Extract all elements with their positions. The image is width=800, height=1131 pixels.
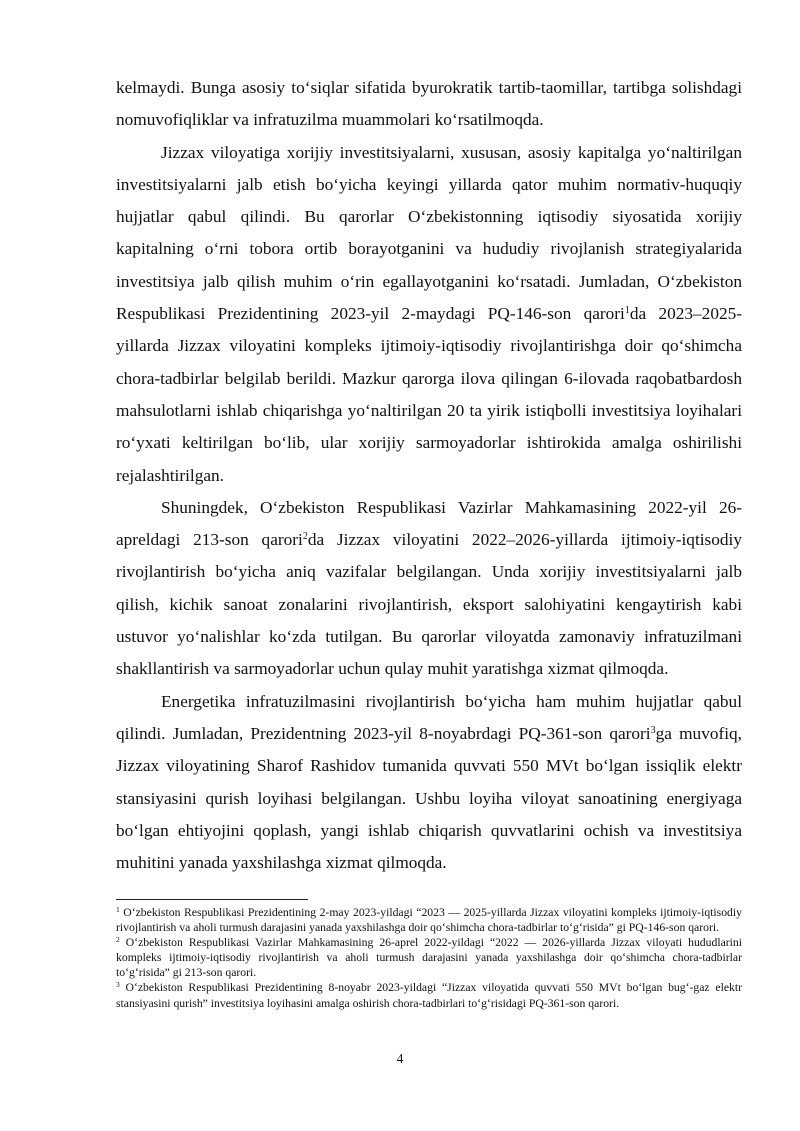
footnote-mark: 2	[116, 935, 120, 945]
footnote-text: O‘zbekiston Respublikasi Vazirlar Mahkamasining 26-aprel 2022-yildagi “2022 — 2026-yillarda Jizzax viloyati hududlarini kompleks ijtimoiy-iqtisodiy rivojlantirish va aholi turmush darajasini yanada yaxshilashga doir qo‘shimcha chora-tadbirlar to‘g‘risida” gi 213-son qarori.	[116, 936, 742, 980]
footnote-ref-2[interactable]: 2	[302, 531, 308, 543]
paragraph-4-text-a: Energetika infratuzilmasini rivojlantirish bo‘yicha ham muhim hujjatlar qabul qilindi. Jumladan, Prezidentning 2023-yil 8-noyabrdagi PQ-361-son qarori	[116, 691, 742, 743]
paragraph-4	[116, 686, 742, 880]
paragraph-3-text-a: Shuningdek, O‘zbekiston Respublikasi Vazirlar Mahkamasining 2022-yil 26-apreldagi 213-son qarori	[116, 497, 742, 550]
paragraph-2	[116, 137, 742, 492]
footnote-separator	[116, 899, 308, 900]
footnote-1	[116, 905, 742, 935]
footnote-2	[116, 935, 742, 980]
footnotes	[116, 905, 742, 1011]
paragraph-1: kelmaydi. Bunga asosiy to‘siqlar sifatida byurokratik tartib-taomillar, tartibga solishdagi nomuvofiqliklar va infratuzilma muammolari ko‘rsatilmoqda.	[116, 78, 742, 130]
page-body	[116, 72, 742, 879]
paragraph-2-text-b: da 2023–2025-yillarda Jizzax viloyatini kompleks ijtimoiy-iqtisodiy rivojlantirishga doir qo‘shimcha chora-tadbirlar belgilab berildi. Mazkur qarorga ilova qilingan 6-ilovada raqobatbardosh mahsulotlarni ishlab chiqarishga yo‘naltirilgan 20 ta yirik istiqbolli investitsiya loyihalari ro‘yxati keltirilgan bo‘lib, ular xorijiy sarmoyadorlar ishtirokida amalga oshirilishi rejalashtirilgan.	[116, 304, 742, 485]
footnote-text: O‘zbekiston Respublikasi Prezidentining 2-may 2023-yildagi “2023 — 2025-yillarda Jizzax viloyatini kompleks ijtimoiy-iqtisodiy rivojlantirish va aholi turmush darajasini yanada yaxshilashga doir qo‘shimcha chora-tadbirlar to‘g‘risida” gi PQ-146-son qarori.	[116, 906, 742, 935]
page-number: 4	[396, 1051, 404, 1066]
paragraph-4-text-b: ga muvofiq, Jizzax viloyatining Sharof Rashidov tumanida quvvati 550 MVt bo‘lgan issiqlik elektr stansiyasini qurish loyihasi belgilangan. Ushbu loyiha viloyat sanoatining energiyaga bo‘lgan ehtiyojini qoplash, yangi ishlab chiqarish quvvatlarini ochish va investitsiya muhitini yanada yaxshilashga xizmat qilmoqda.	[116, 723, 742, 873]
footnote-3	[116, 980, 742, 1010]
footnote-ref-1[interactable]: 1	[624, 305, 630, 317]
paragraph-3-text-b: da Jizzax viloyatini 2022–2026-yillarda ijtimoiy-iqtisodiy rivojlantirish bo‘yicha aniq vazifalar belgilangan. Unda xorijiy investitsiyalarni jalb qilish, kichik sanoat zonalarini rivojlantirish, eksport salohiyatini kengaytirish kabi ustuvor yo‘nalishlar ko‘zda tutilgan. Bu qarorlar viloyatda zamonaviy infratuzilmani shakllantirish va sarmoyadorlar uchun qulay muhit yaratishga xizmat qilmoqda.	[116, 530, 742, 679]
paragraph-3	[116, 492, 742, 686]
footnote-text: O‘zbekiston Respublikasi Prezidentining 8-noyabr 2023-yildagi “Jizzax viloyatida quvvati 550 MVt bo‘lgan bug‘-gaz elektr stansiyasini qurish” investitsiya loyihasini amalga oshirish chora-tadbirlari to‘g‘risidagi PQ-361-son qarori.	[116, 981, 742, 1010]
footnote-mark: 1	[116, 905, 120, 914]
footnote-mark: 3	[116, 980, 120, 990]
footnote-ref-3[interactable]: 3	[650, 724, 656, 736]
paragraph-2-text-a: Jizzax viloyatiga xorijiy investitsiyalarni, xususan, asosiy kapitalga yo‘naltirilgan investitsiyalarni jalb etish bo‘yicha keyingi yillarda qator muhim normativ-huquqiy hujjatlar qabul qilindi. Bu qarorlar O‘zbekistonning iqtisodiy siyosatida xorijiy kapitalning o‘rni tobora ortib borayotganini va hududiy rivojlanish strategiyalarida investitsiya jalb qilish muhim o‘rin egallayotganini ko‘rsatadi. Jumladan, O‘zbekiston Respublikasi Prezidentining 2023-yil 2-maydagi PQ-146-son qarori	[116, 142, 742, 324]
